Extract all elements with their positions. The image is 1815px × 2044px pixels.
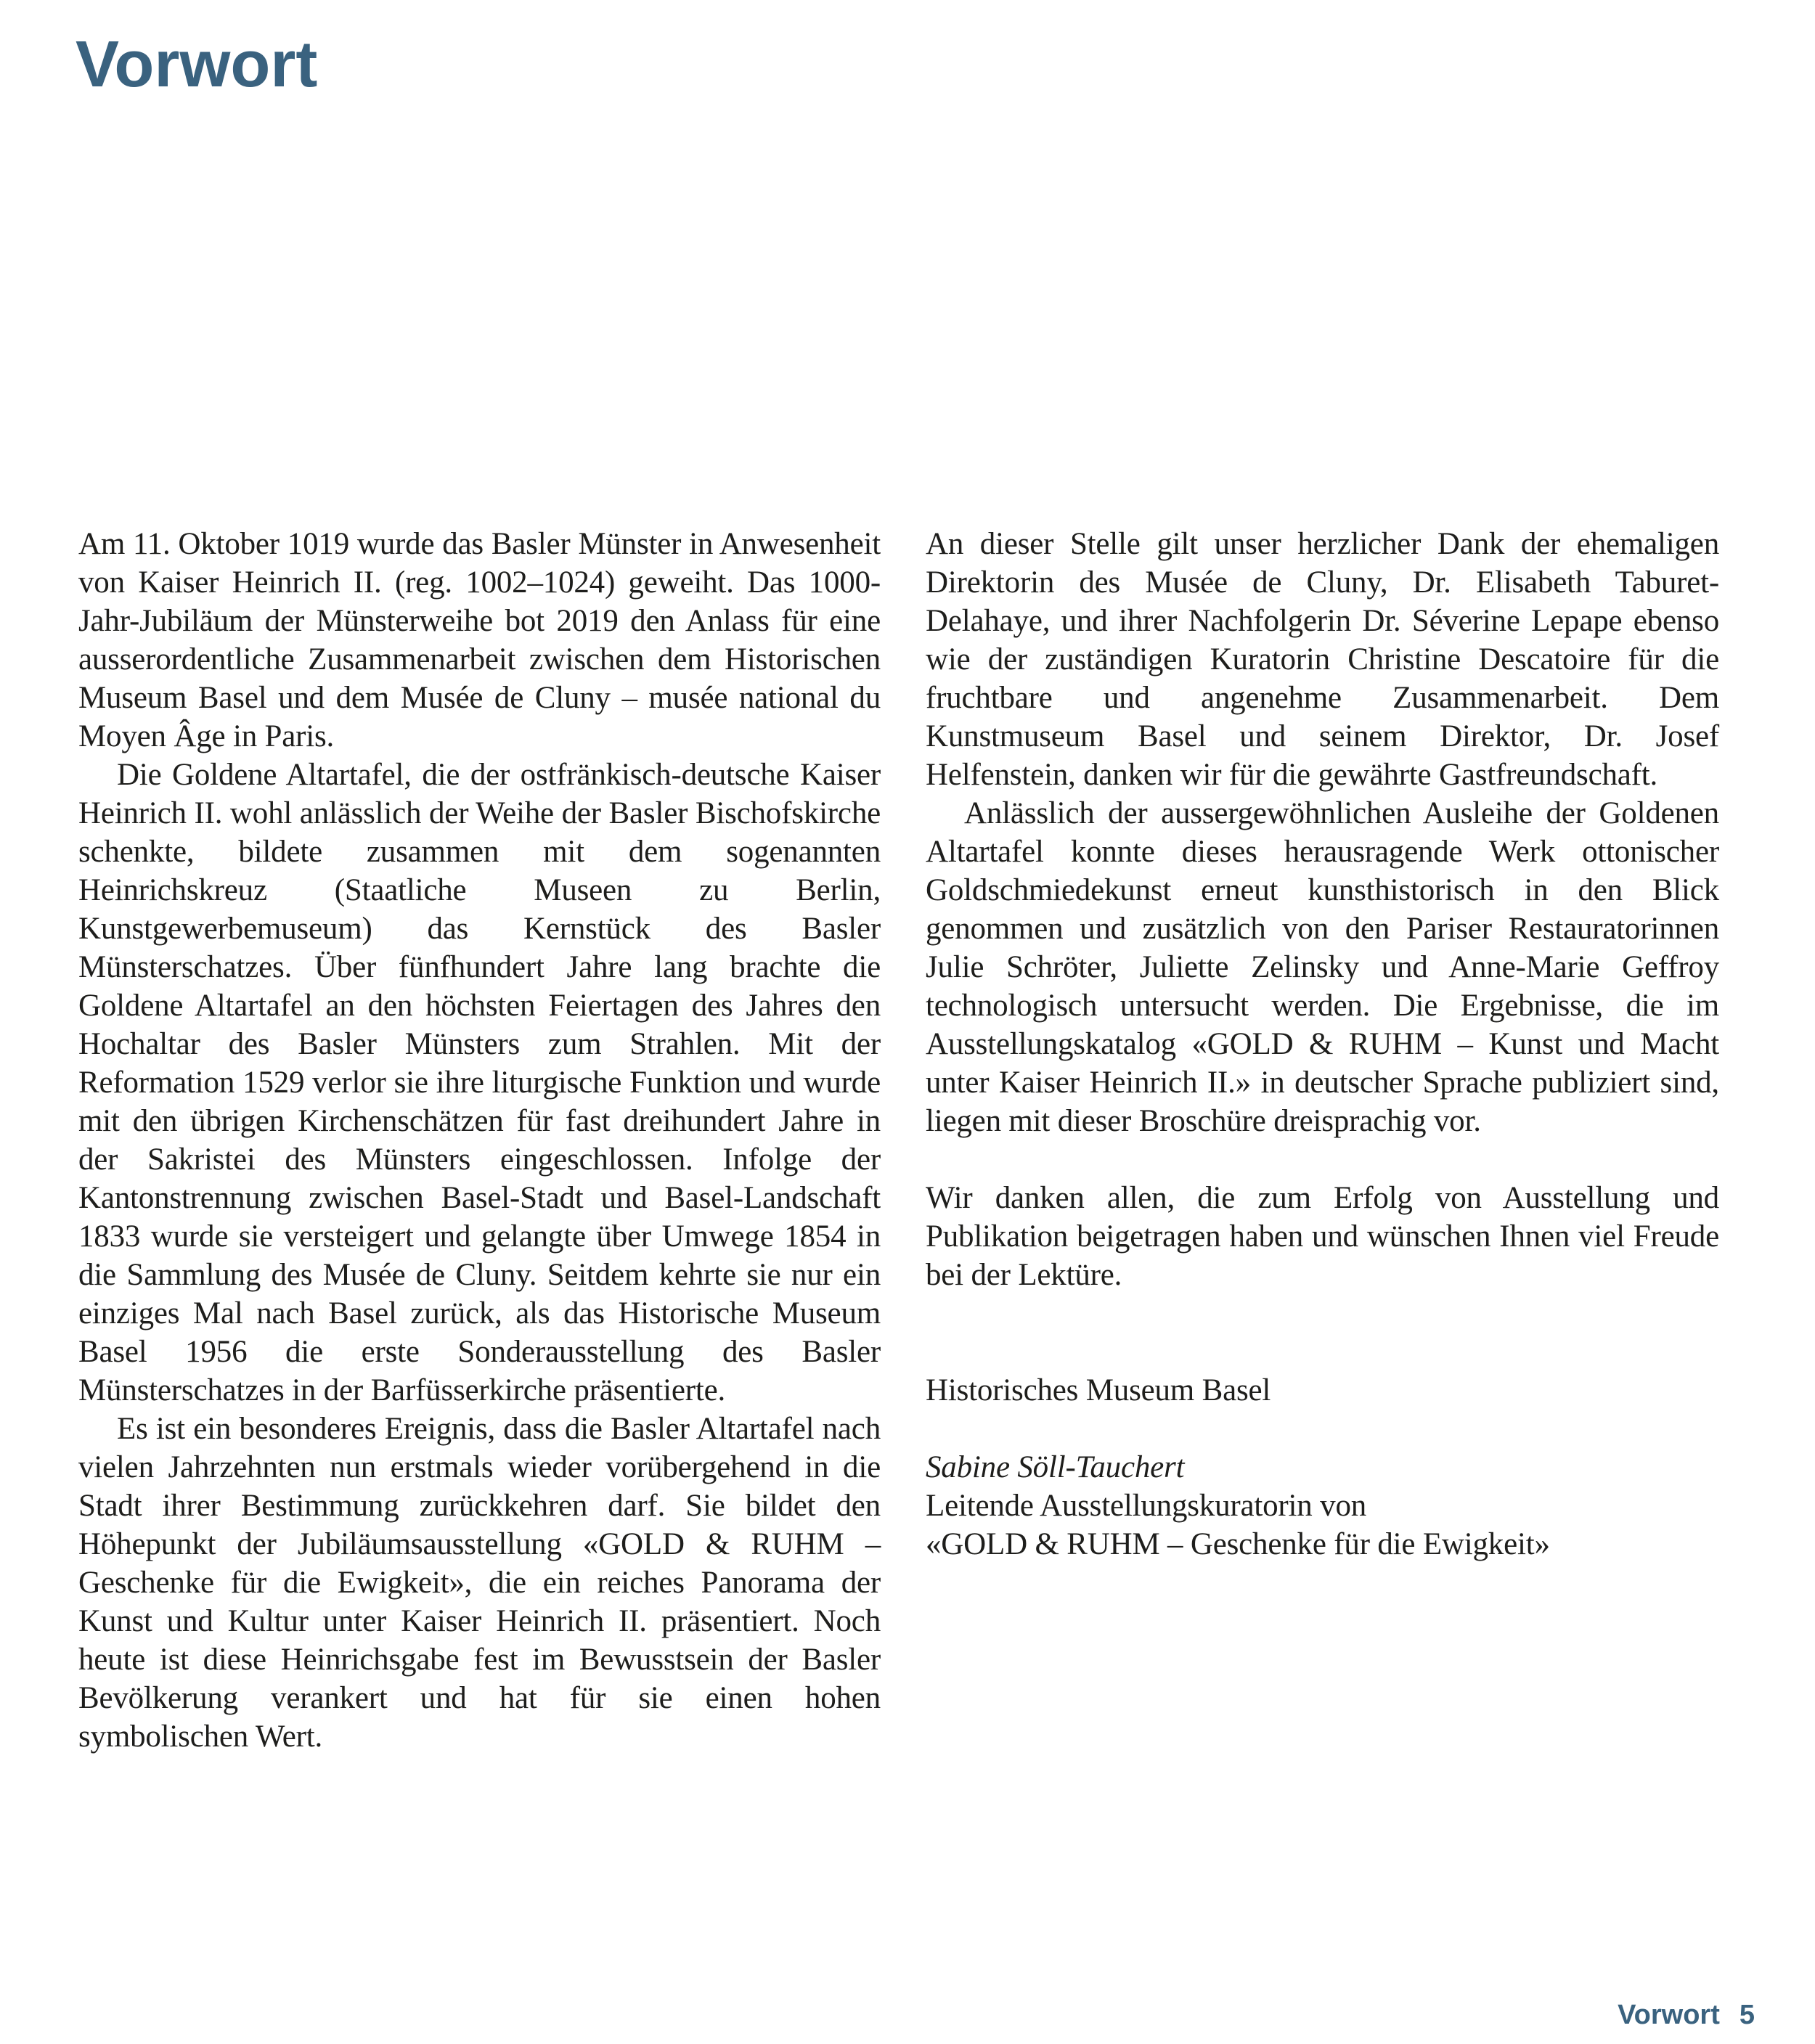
footer-section-label: Vorwort: [1618, 2000, 1720, 2030]
column-right: [926, 525, 1719, 1756]
paragraph: Wir danken allen, die zum Erfolg von Ausstellung und Publikation beigetragen haben und wünschen Ihnen viel Freude bei der Lektüre.: [926, 1181, 1719, 1292]
signature-line: Sabine Söll-Tauchert: [926, 1450, 1185, 1484]
signature-line: Leitende Ausstellungskuratorin von: [926, 1489, 1367, 1523]
paragraph: Die Goldene Altartafel, die der ostfränkisch-deutsche Kaiser Heinrich II. wohl anlässlich der Weihe der Basler Bischofskirche schenkte, bildete zusammen mit dem sogenannten Heinrichskreuz (Staatliche Museen zu Berlin, Kunstgewerbemuseum) das Kernstück des Basler Münsterschatzes. Über fünfhundert Jahre lang brachte die Goldene Altartafel an den höchsten Feiertagen des Jahres den Hochaltar des Basler Münsters zum Strahlen. Mit der Reformation 1529 verlor sie ihre liturgische Funktion und wurde mit den übrigen Kirchenschätzen für fast dreihundert Jahre in der Sakristei des Münsters eingeschlossen. Infolge der Kantonstrennung zwischen Basel-Stadt und Basel-Landschaft 1833 wurde sie versteigert und gelangte über Umwege 1854 in die Sammlung des Musée de Cluny. Seitdem kehrte sie nur ein einziges Mal nach Basel zurück, als das Historische Museum Basel 1956 die erste Sonderausstellung des Basler Münsterschatzes in der Barfüsserkirche präsentierte.: [78, 758, 881, 1407]
page-title: Vorwort: [76, 28, 318, 101]
paragraph: An dieser Stelle gilt unser herzlicher Dank der ehemaligen Direktorin des Musée de Cluny, Dr. Elisabeth Taburet-Delahaye, und ihrer Nachfolgerin Dr. Séverine Lepape ebenso wie der zuständigen Kuratorin Christine Descatoire für die fruchtbare und angenehme Zusammenarbeit. Dem Kunstmuseum Basel und seinem Direktor, Dr. Josef Helfenstein, danken wir für die gewährte Gastfreundschaft.: [926, 527, 1719, 792]
column-left: [78, 525, 881, 1756]
paragraph: Am 11. Oktober 1019 wurde das Basler Münster in Anwesenheit von Kaiser Heinrich II. (reg. 1002–1024) geweiht. Das 1000-Jahr-Jubiläum der Münsterweihe bot 2019 den Anlass für eine ausserordentliche Zusammenarbeit zwischen dem Historischen Museum Basel und dem Musée de Cluny – musée national du Moyen Âge in Paris.: [78, 527, 881, 753]
signature-line: «GOLD & RUHM – Geschenke für die Ewigkeit»: [926, 1527, 1550, 1561]
signature-line: Historisches Museum Basel: [926, 1373, 1271, 1407]
paragraph: Es ist ein besonderes Ereignis, dass die Basler Altartafel nach vielen Jahrzehnten nun erstmals wieder vorübergehend in die Stadt ihrer Bestimmung zurückkehren darf. Sie bildet den Höhepunkt der Jubiläumsausstellung «GOLD & RUHM – Geschenke für die Ewigkeit», die ein reiches Panorama der Kunst und Kultur unter Kaiser Heinrich II. präsentiert. Noch heute ist diese Heinrichsgabe fest im Bewusstsein der Basler Bevölkerung verankert und hat für sie einen hohen symbolischen Wert.: [78, 1412, 881, 1754]
paragraph: Anlässlich der aussergewöhnlichen Ausleihe der Goldenen Altartafel konnte dieses herausragende Werk ottonischer Goldschmiedekunst erneut kunsthistorisch in den Blick genommen und zusätzlich von den Pariser Restauratorinnen Julie Schröter, Juliette Zelinsky und Anne-Marie Geffroy technologisch untersucht werden. Die Ergebnisse, die im Ausstellungskatalog «GOLD & RUHM – Kunst und Macht unter Kaiser Heinrich II.» in deutscher Sprache publiziert sind, liegen mit dieser Broschüre dreisprachig vor.: [926, 796, 1719, 1138]
footer-page-number: 5: [1739, 2000, 1755, 2030]
page-footer: [1618, 2000, 1755, 2031]
content-columns: [78, 525, 1719, 1756]
